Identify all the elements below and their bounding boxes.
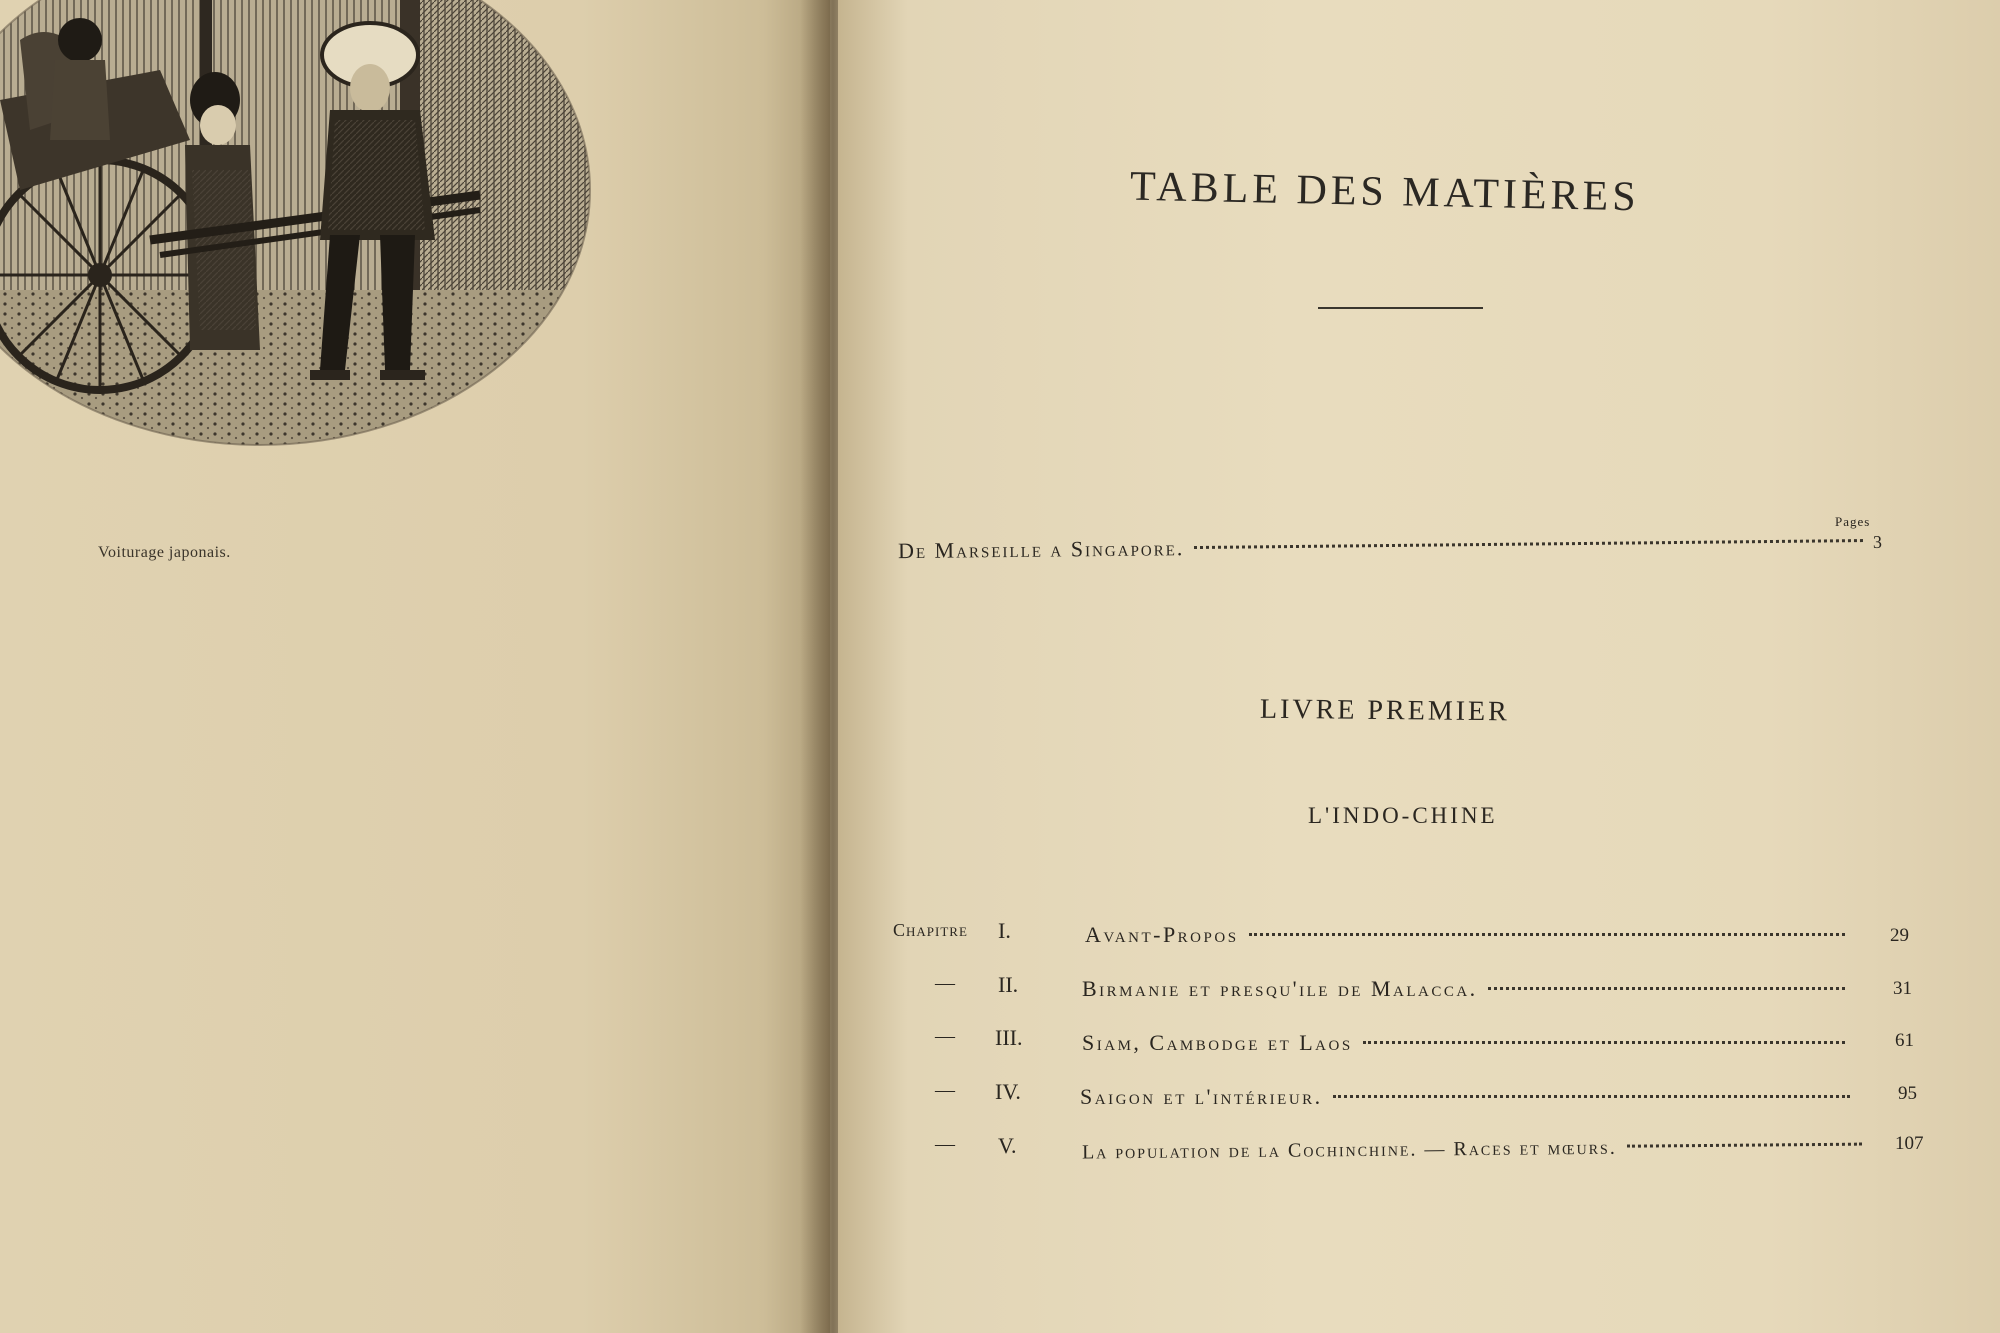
intro-entry-title: De Marseille a Singapore. xyxy=(897,535,1185,564)
ditto-dash: — xyxy=(935,1133,955,1155)
chapter-page: 29 xyxy=(1890,925,1909,946)
chapter-roman: IV. xyxy=(995,1079,1021,1104)
title-rule xyxy=(1318,307,1483,309)
chapter-title-text: Siam, Cambodge et Laos xyxy=(1082,1030,1353,1055)
chapter-roman: V. xyxy=(998,1133,1017,1158)
chapter-roman: I. xyxy=(998,918,1011,943)
chapter-roman: III. xyxy=(995,1025,1023,1050)
chapter-title-text: Avant-Propos xyxy=(1085,922,1239,947)
dot-leader xyxy=(1333,1095,1850,1098)
chapter-title-text: Birmanie et presqu'ile de Malacca. xyxy=(1082,976,1478,1001)
chapter-title-text: La population de la Cochinchine. — Races et mœurs. xyxy=(1081,1136,1617,1164)
dot-leader xyxy=(1488,987,1845,990)
ditto-dash: — xyxy=(935,972,955,994)
chapter-title xyxy=(1082,976,1855,1002)
livre-subtitle: L'INDO-CHINE xyxy=(1308,803,1498,828)
dot-leader xyxy=(1363,1041,1845,1044)
ditto-dash: — xyxy=(935,1079,955,1101)
dot-leader xyxy=(1194,539,1863,549)
page-title: TABLE DES MATIÈRES xyxy=(1129,163,1641,221)
intro-entry-page: 3 xyxy=(1872,531,1884,552)
illustration-caption: Voiturage japonais. xyxy=(98,544,231,561)
chapter-title xyxy=(1080,1084,1860,1110)
dot-leader xyxy=(1249,933,1845,936)
pages-column-label: Pages xyxy=(1835,514,1871,529)
chapter-page: 107 xyxy=(1895,1133,1924,1154)
rickshaw-engraving xyxy=(0,0,595,515)
chapter-page: 95 xyxy=(1898,1083,1917,1104)
chapter-roman: II. xyxy=(998,972,1019,997)
chapter-page: 31 xyxy=(1893,978,1912,999)
chapter-page: 61 xyxy=(1895,1030,1914,1051)
livre-heading: LIVRE PREMIER xyxy=(1259,693,1510,728)
chapter-label: Chapitre xyxy=(893,920,968,940)
ditto-dash: — xyxy=(935,1025,955,1047)
chapter-title xyxy=(1085,922,1855,948)
left-page xyxy=(0,0,830,1333)
chapter-title xyxy=(1082,1030,1855,1056)
chapter-title-text: Saigon et l'intérieur. xyxy=(1080,1084,1323,1109)
dot-leader xyxy=(1627,1143,1862,1148)
